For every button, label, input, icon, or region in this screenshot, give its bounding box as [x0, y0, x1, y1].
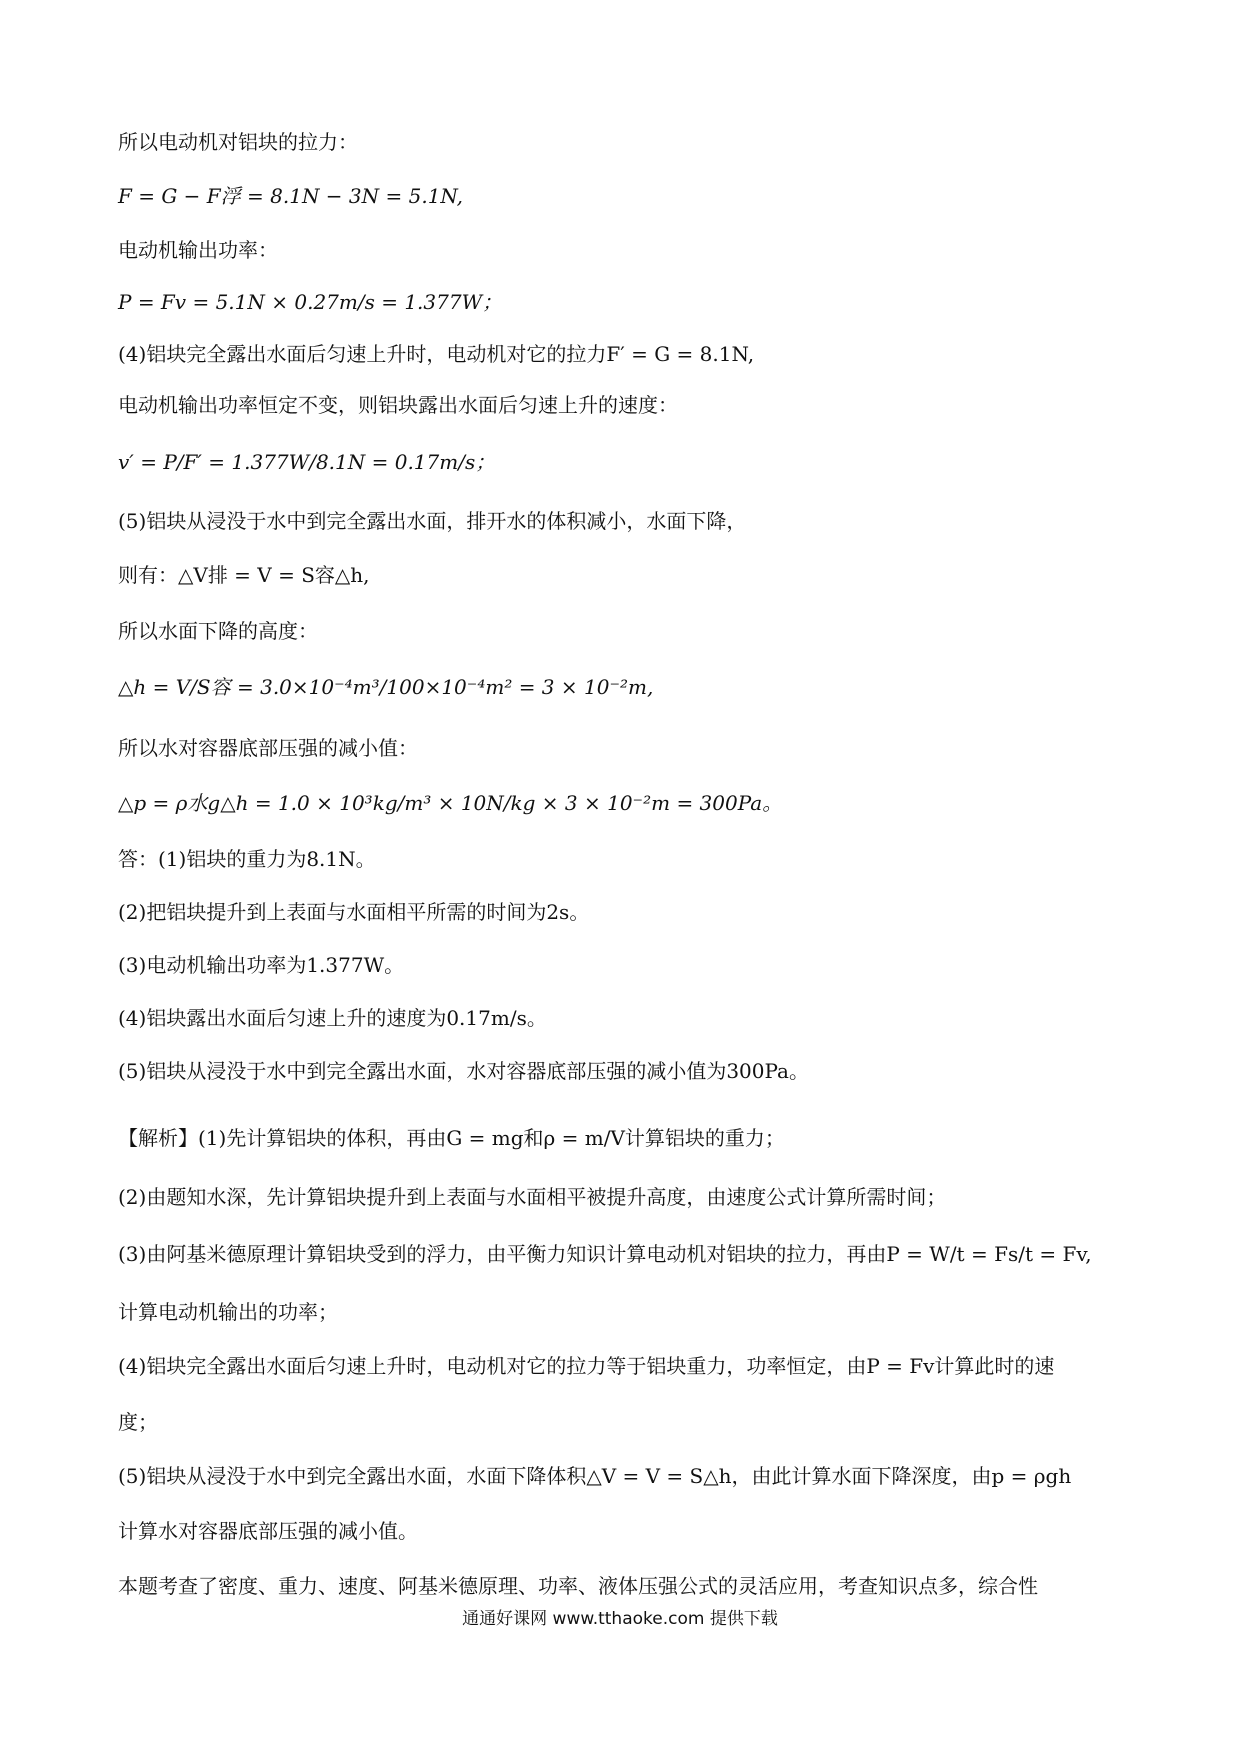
text-line: 则有：△V排 = V = S容△h,: [118, 563, 370, 587]
formula-line: △p = ρ水g△h = 1.0 × 10³kg/m³ × 10N/kg × 3 × 10⁻²m = 300Pa。: [118, 791, 783, 815]
text-line: 所以水对容器底部压强的减小值：: [118, 736, 418, 760]
text-line: 答：(1)铝块的重力为8.1N。: [118, 847, 376, 871]
text-line: 所以电动机对铝块的拉力：: [118, 130, 358, 154]
formula-line: v′ = P/F′ = 1.377W/8.1N = 0.17m/s；: [118, 450, 496, 474]
text-line: (2)由题知水深，先计算铝块提升到上表面与水面相平被提升高度，由速度公式计算所需时间；: [118, 1185, 947, 1209]
text-line: (3)由阿基米德原理计算铝块受到的浮力，由平衡力知识计算电动机对铝块的拉力，再由P = W/t = Fs/t = Fv,: [118, 1242, 1092, 1266]
formula-line: △h = V/S容 = 3.0×10⁻⁴m³/100×10⁻⁴m² = 3 × 10⁻²m,: [118, 675, 654, 699]
text-line: 本题考查了密度、重力、速度、阿基米德原理、功率、液体压强公式的灵活应用，考查知识点多，综合性: [118, 1574, 1038, 1598]
text-line: (5)铝块从浸没于水中到完全露出水面，水对容器底部压强的减小值为300Pa。: [118, 1059, 809, 1083]
text-line: (4)铝块露出水面后匀速上升的速度为0.17m/s。: [118, 1006, 547, 1030]
text-line: 所以水面下降的高度：: [118, 619, 318, 643]
text-line: 电动机输出功率：: [118, 238, 278, 262]
analysis-heading-line: 【解析】(1)先计算铝块的体积，再由G = mg和ρ = m/V计算铝块的重力；: [118, 1126, 785, 1150]
text-line: 计算水对容器底部压强的减小值。: [118, 1519, 418, 1543]
text-line: (5)铝块从浸没于水中到完全露出水面，排开水的体积减小，水面下降，: [118, 509, 747, 533]
formula-line: P = Fv = 5.1N × 0.27m/s = 1.377W；: [118, 290, 503, 314]
text-line: (4)铝块完全露出水面后匀速上升时，电动机对它的拉力F′ = G = 8.1N,: [118, 342, 755, 366]
text-line: (3)电动机输出功率为1.377W。: [118, 953, 405, 977]
text-line: 电动机输出功率恒定不变，则铝块露出水面后匀速上升的速度：: [118, 393, 678, 417]
text-line: (5)铝块从浸没于水中到完全露出水面，水面下降体积△V = V = S△h，由此计算水面下降深度，由p = ρgh: [118, 1464, 1072, 1488]
page-footer: 通通好课网 www.tthaoke.com 提供下载: [462, 1609, 778, 1629]
formula-line: F = G − F浮 = 8.1N − 3N = 5.1N,: [118, 184, 464, 208]
text-line: 度；: [118, 1410, 158, 1434]
text-line: 计算电动机输出的功率；: [118, 1300, 338, 1324]
text-line: (2)把铝块提升到上表面与水面相平所需的时间为2s。: [118, 900, 590, 924]
text-line: (4)铝块完全露出水面后匀速上升时，电动机对它的拉力等于铝块重力，功率恒定，由P = Fv计算此时的速: [118, 1354, 1055, 1378]
